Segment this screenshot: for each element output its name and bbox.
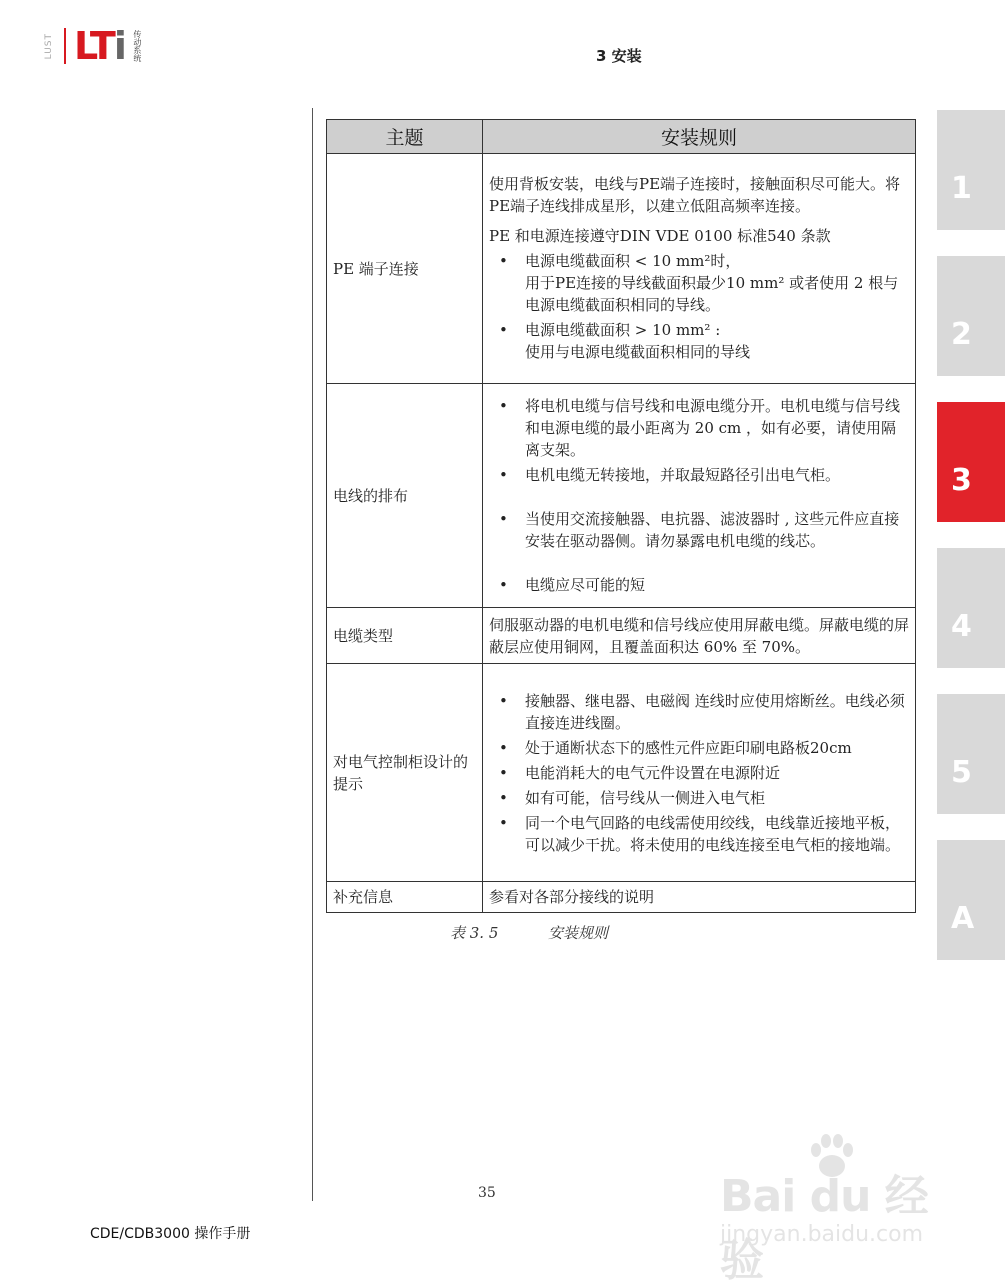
tab-label: 5 xyxy=(951,755,972,790)
row-body xyxy=(483,154,916,384)
row-body xyxy=(483,384,916,608)
watermark-url: jingyan.baidu.com xyxy=(720,1222,924,1247)
list-item: • 电能消耗大的电气元件设置在电源附近 xyxy=(489,762,909,784)
list-item: • 电机电缆无转接地，并取最短路径引出电气柜。 xyxy=(489,464,909,486)
chapter-tab-2[interactable] xyxy=(937,256,1005,376)
logo-divider xyxy=(64,28,66,64)
paragraph: PE 和电源连接遵守DIN VDE 0100 标准540 条款 xyxy=(489,227,831,245)
baidu-watermark xyxy=(720,1130,960,1280)
row-topic: 电线的排布 xyxy=(327,384,483,608)
page-number: 35 xyxy=(478,1185,496,1201)
bullet-list xyxy=(489,250,909,363)
row-topic: PE 端子连接 xyxy=(327,154,483,384)
logo-text: LT xyxy=(74,24,114,68)
logo-cn-text: 传动系统 xyxy=(132,30,142,62)
table-row xyxy=(327,384,916,608)
list-item-line: • 电源电缆截面积 < 10 mm²时， xyxy=(525,252,741,270)
list-item: • 如有可能，信号线从一侧进入电气柜 xyxy=(489,787,909,809)
list-item-line: 使用与电源电缆截面积相同的导线 xyxy=(525,343,751,361)
table-row xyxy=(327,664,916,882)
table-row xyxy=(327,608,916,664)
header-topic: 主题 xyxy=(327,120,483,154)
logo-i: i xyxy=(113,24,125,68)
tab-label: A xyxy=(951,901,975,936)
table-caption-title: 安装规则 xyxy=(548,924,609,942)
tab-label: 2 xyxy=(951,317,972,352)
table-row xyxy=(327,154,916,384)
row-topic: 电缆类型 xyxy=(327,608,483,664)
list-item: • 接触器、继电器、电磁阀 连线时应使用熔断丝。电线必须直接连进线圈。 xyxy=(489,690,909,734)
chapter-heading: 3 安装 xyxy=(596,47,642,65)
list-item: • 处于通断状态下的感性元件应距印刷电路板20cm xyxy=(489,737,909,759)
bullet-list xyxy=(489,690,909,856)
logo-side-text: LUST xyxy=(44,32,54,60)
header-rules: 安装规则 xyxy=(483,120,916,154)
row-body: 伺服驱动器的电机电缆和信号线应使用屏蔽电缆。屏蔽电缆的屏蔽层应使用铜网，且覆盖面积达 60% 至 70%。 xyxy=(483,608,916,664)
list-item: • 同一个电气回路的电线需使用绞线，电线靠近接地平板，可以减少干扰。将未使用的电线连接至电气柜的接地端。 xyxy=(489,812,909,856)
table-header-row xyxy=(327,120,916,154)
list-item: • 电缆应尽可能的短 xyxy=(489,574,909,596)
paragraph: 使用背板安装，电线与PE端子连接时，接触面积尽可能大。将PE端子连线排成星形，以建立低阻高频率连接。 xyxy=(489,175,901,215)
margin-rule xyxy=(312,108,313,1201)
table-caption-number: 表 3. 5 xyxy=(450,924,499,942)
list-item xyxy=(489,319,909,363)
logo-mark xyxy=(74,24,125,68)
tab-label: 3 xyxy=(951,463,972,498)
table-row xyxy=(327,882,916,913)
chapter-tab-4[interactable] xyxy=(937,548,1005,668)
row-topic: 补充信息 xyxy=(327,882,483,913)
list-item: • 当使用交流接触器、电抗器、滤波器时 , 这些元件应直接安装在驱动器侧。请勿暴露电机电缆的线芯。 xyxy=(489,508,909,552)
chapter-tab-a[interactable] xyxy=(937,840,1005,960)
tab-label: 1 xyxy=(951,171,972,206)
list-item xyxy=(489,250,909,316)
list-item-line: 用于PE连接的导线截面积最少10 mm² 或者使用 2 根与电源电缆截面积相同的导线。 xyxy=(525,274,899,314)
tab-label: 4 xyxy=(951,609,972,644)
list-item: • 将电机电缆与信号线和电源电缆分开。电机电缆与信号线和电源电缆的最小距离为 20 cm ，如有必要，请使用隔离支架。 xyxy=(489,395,909,461)
chapter-tab-5[interactable] xyxy=(937,694,1005,814)
row-topic: 对电气控制柜设计的提示 xyxy=(327,664,483,882)
watermark-logo: Bai du 经验 xyxy=(720,1171,928,1280)
bullet-list xyxy=(489,395,909,596)
installation-rules-table xyxy=(326,119,916,913)
chapter-tab-1[interactable] xyxy=(937,110,1005,230)
list-item-line: • 电源电缆截面积 > 10 mm² : xyxy=(525,321,721,339)
chapter-tab-3[interactable] xyxy=(937,402,1005,522)
lti-logo xyxy=(44,26,141,66)
row-body xyxy=(483,664,916,882)
footer-manual-title: CDE/CDB3000 操作手册 xyxy=(90,1226,251,1242)
row-body: 参看对各部分接线的说明 xyxy=(483,882,916,913)
